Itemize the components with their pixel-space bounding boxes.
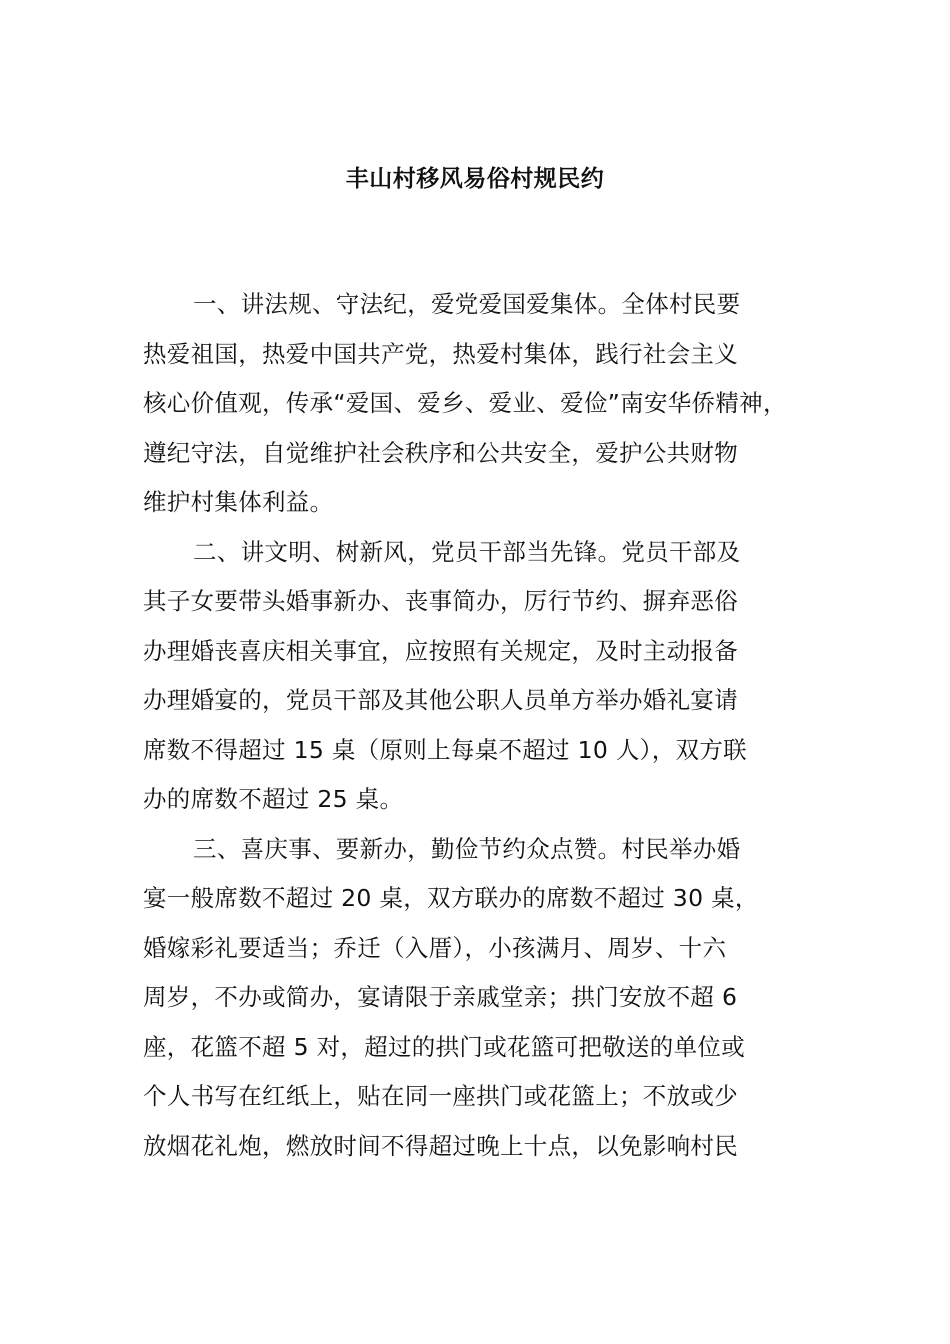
paragraph-1-line-4: 遵纪守法，自觉维护社会秩序和公共安全，爱护公共财物 [143,438,738,467]
paragraph-3-line-1: 三、喜庆事、要新办，勤俭节约众点赞。村民举办婚 [193,834,741,863]
paragraph-2-line-3: 办理婚丧喜庆相关事宜，应按照有关规定，及时主动报备 [143,636,738,665]
paragraph-2-line-2: 其子女要带头婚事新办、丧事简办，厉行节约、摒弃恶俗 [143,587,738,615]
paragraph-2-line-4: 办理婚宴的，党员干部及其他公职人员单方举办婚礼宴请 [143,686,738,714]
paragraph-1-line-3: 核心价值观，传承“爱国、爱乡、爱业、爱俭”南安华侨精神， [143,389,787,417]
paragraph-3-line-2: 宴一般席数不超过 20 桌，双方联办的席数不超过 30 桌， [143,884,759,912]
paragraph-3-line-4: 周岁，不办或简办，宴请限于亲戚堂亲；拱门安放不超 6 [143,983,738,1011]
paragraph-1-line-2: 热爱祖国，热爱中国共产党，热爱村集体，践行社会主义 [143,339,738,368]
paragraph-2-line-1: 二、讲文明、树新风，党员干部当先锋。党员干部及 [193,537,741,566]
paragraph-2-line-6: 办的席数不超过 25 桌。 [143,785,404,813]
paragraph-3-line-6: 个人书写在红纸上，贴在同一座拱门或花篮上；不放或少 [143,1082,738,1110]
paragraph-3-line-3: 婚嫁彩礼要适当；乔迁（入厝），小孩满月、周岁、十六 [143,933,727,962]
paragraph-2-line-5: 席数不得超过 15 桌（原则上每桌不超过 10 人），双方联 [143,735,747,764]
document-body [143,280,843,1171]
paragraph-1-line-5: 维护村集体利益。 [143,488,334,516]
paragraph-3-line-5: 座，花篮不超 5 对，超过的拱门或花篮可把敬送的单位或 [143,1032,745,1061]
paragraph-3-line-7: 放烟花礼炮，燃放时间不得超过晚上十点，以免影响村民 [143,1131,738,1160]
paragraph-1-line-1: 一、讲法规、守法纪，爱党爱国爱集体。全体村民要 [193,290,741,318]
document-title: 丰山村移风易俗村规民约 [345,166,605,192]
